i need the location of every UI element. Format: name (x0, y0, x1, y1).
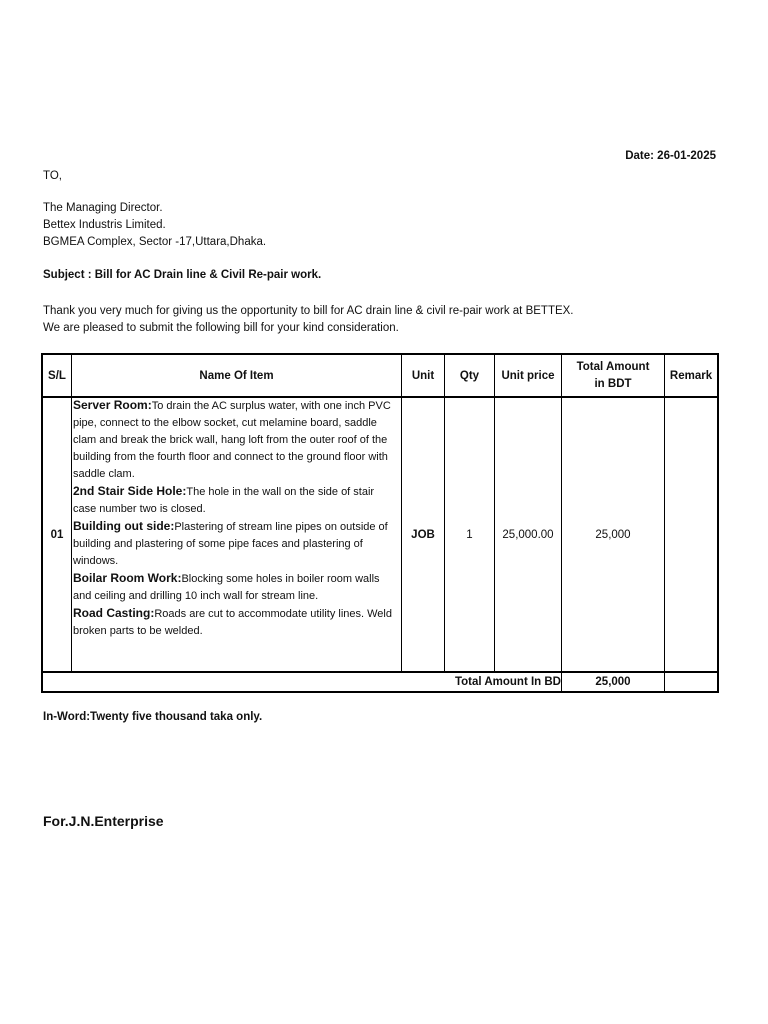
header-total-line: in BDT (594, 377, 632, 390)
recipient-line: The Managing Director. (43, 202, 163, 214)
footer-total-value: 25,000 (595, 676, 631, 688)
item-entry (73, 570, 399, 605)
item-label: 2nd Stair Side Hole: (73, 484, 187, 498)
bill-date: Date: 26-01-2025 (625, 150, 716, 162)
item-text: To drain the AC surplus water, with one inch PVC pipe, connect to the elbow socket, cut melamine board, saddle clam and break the brick wall, hang loft from the outer roof of the building from the fourth floor and connect to the ground floor with saddle clam. (73, 400, 391, 480)
item-label: Boilar Room Work: (73, 571, 182, 585)
item-label: Building out side: (73, 519, 175, 533)
row-sl: 01 (50, 528, 64, 541)
header-name-of-item: Name Of Item (199, 369, 274, 382)
intro-paragraph (43, 303, 574, 337)
item-label: Road Casting: (73, 606, 155, 620)
item-text: Blocking some holes in boiler room walls and ceiling and drilling 10 inch wall for stream line. (73, 573, 380, 602)
item-entry (73, 483, 399, 518)
row-qty: 1 (466, 528, 473, 541)
item-text: Roads are cut to accommodate utility lines. Weld broken parts to be welded. (73, 608, 392, 637)
item-entry (73, 518, 399, 570)
row-total: 25,000 (595, 528, 631, 541)
table-border-bottom (41, 691, 719, 693)
item-text: The hole in the wall on the side of stair case number two is closed. (73, 486, 375, 515)
item-entry (73, 397, 399, 483)
header-sl: S/L (48, 369, 66, 382)
recipient-address (43, 200, 266, 251)
item-label: Server Room: (73, 398, 152, 412)
salutation-to: TO, (43, 170, 62, 182)
header-remark: Remark (669, 369, 713, 382)
bill-table (41, 353, 719, 693)
item-description (73, 397, 399, 640)
subject-line: Subject : Bill for AC Drain line & Civil Re-pair work. (43, 269, 322, 281)
amount-in-words: In-Word:Twenty five thousand taka only. (43, 711, 263, 723)
footer-total-label: Total Amount In BD (454, 676, 561, 688)
intro-line: We are pleased to submit the following bill for your kind consideration. (43, 322, 399, 334)
item-entry (73, 605, 399, 640)
row-remark (665, 398, 717, 671)
item-text: Plastering of stream line pipes on outside of building and plastering of some pipe faces and plastering of windows. (73, 521, 388, 567)
recipient-line: BGMEA Complex, Sector -17,Uttara,Dhaka. (43, 236, 267, 248)
row-unit-price: 25,000.00 (502, 528, 554, 541)
header-total-line: Total Amount (576, 360, 650, 373)
row-unit: JOB (411, 528, 435, 541)
column-separator (71, 353, 72, 672)
header-total-amount (562, 355, 664, 396)
header-unit-price: Unit price (501, 369, 555, 382)
header-qty: Qty (459, 369, 480, 382)
table-border-right (717, 353, 719, 693)
intro-line: Thank you very much for giving us the opportunity to bill for AC drain line & civil re-pair work at BETTEX. (43, 305, 574, 317)
header-unit: Unit (411, 369, 435, 382)
signature-line: For.J.N.Enterprise (43, 813, 164, 829)
recipient-line: Bettex Industris Limited. (43, 219, 166, 231)
